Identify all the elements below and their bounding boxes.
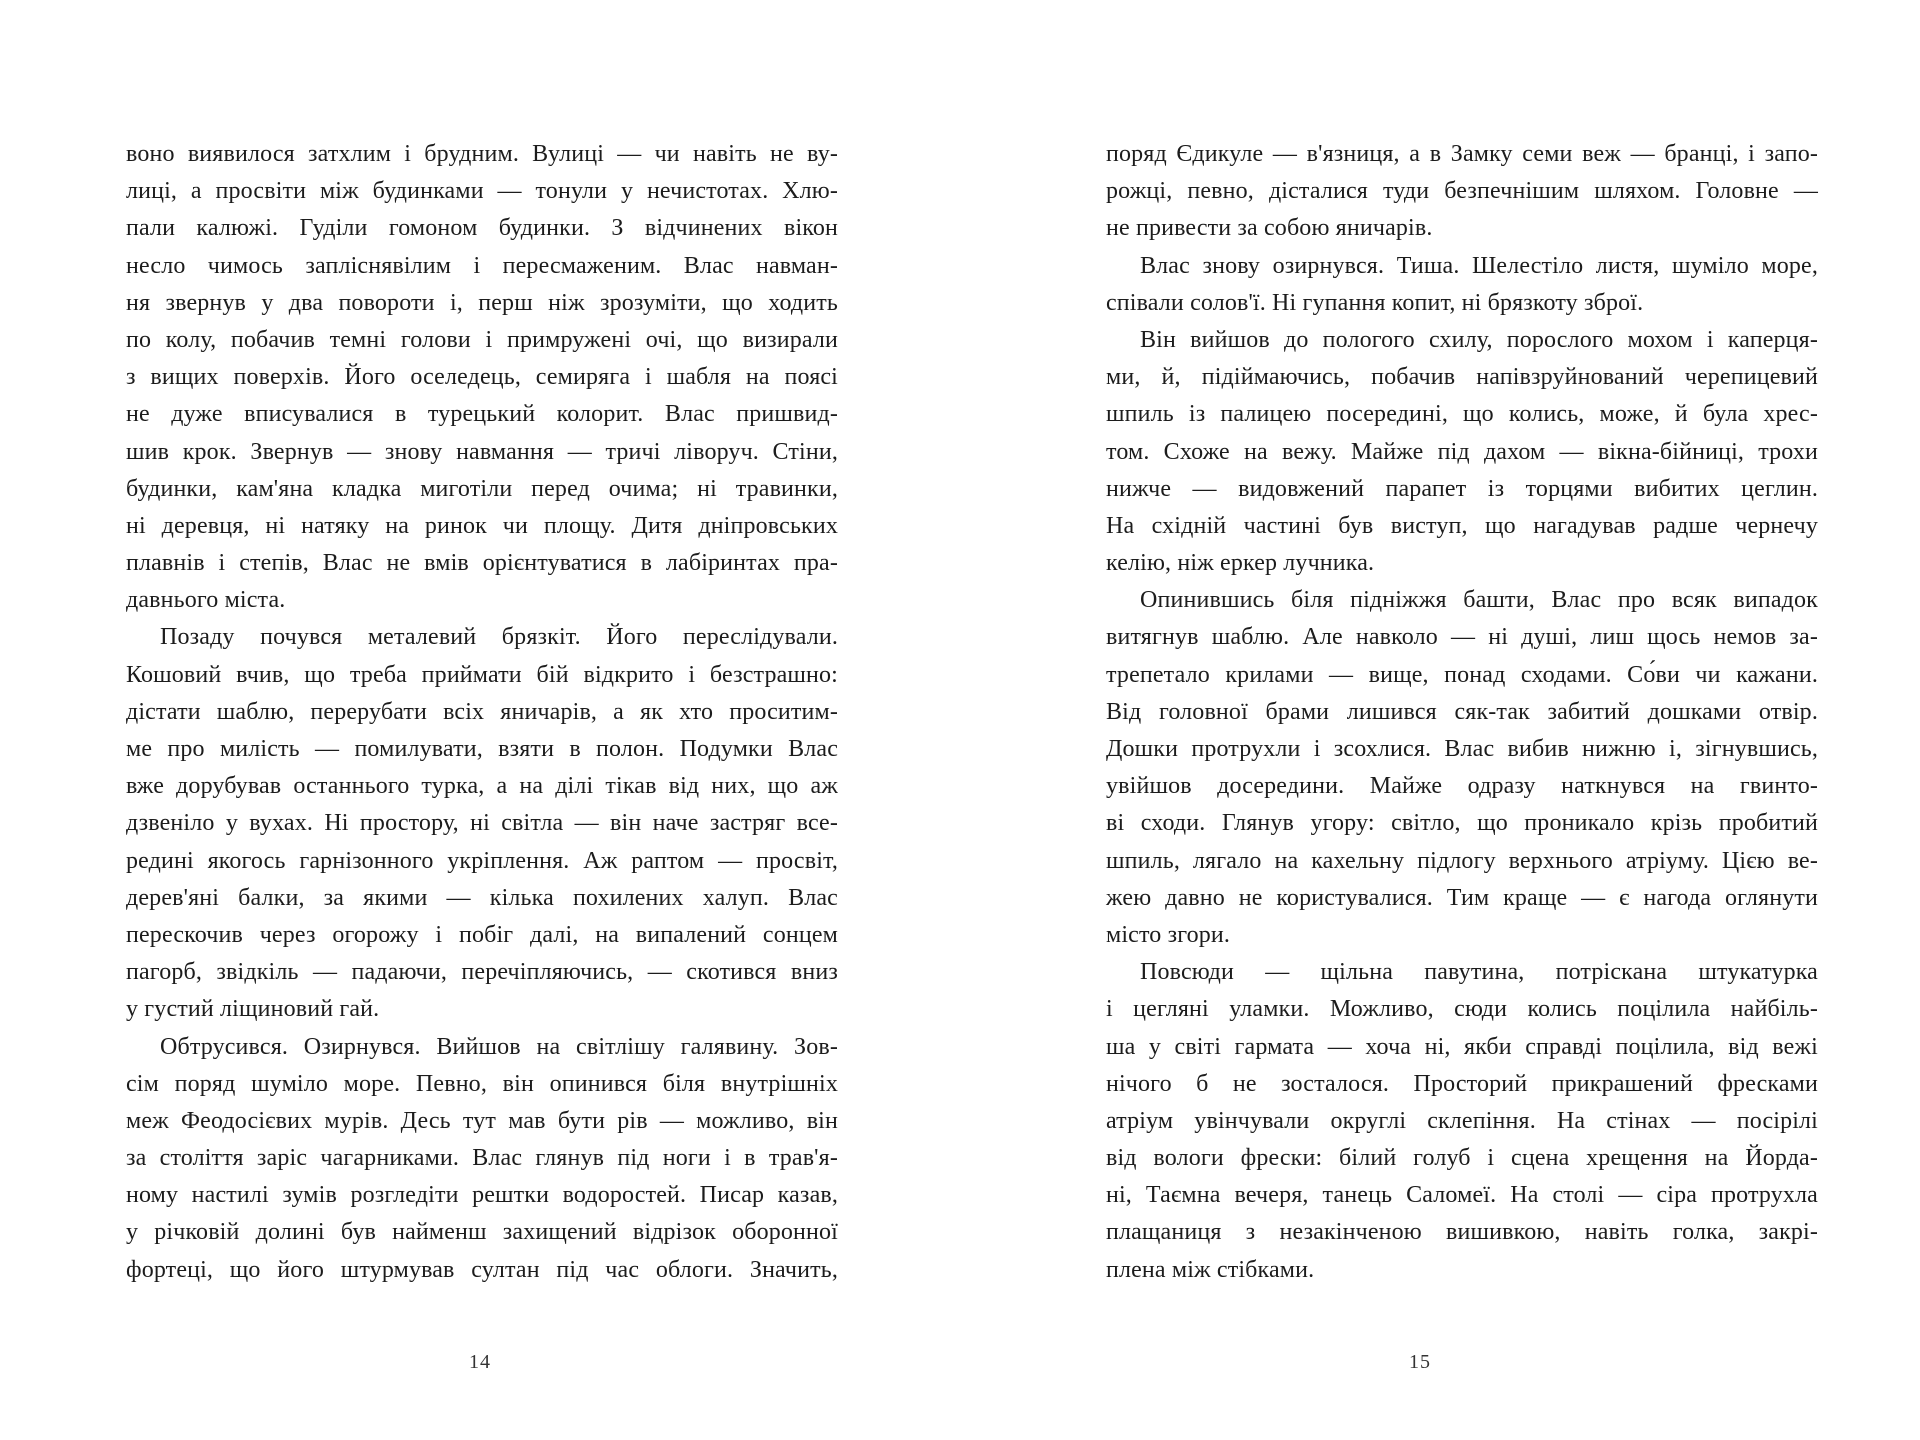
text-line: плавнів і степів, Влас не вмів орієнтуватися в лабіринтах пра- [126,550,838,577]
text-line: у річковій долині був найменш захищений відрізок оборонної [126,1219,838,1246]
text-line: ні деревця, ні натяку на ринок чи площу. Дитя дніпровських [126,512,838,539]
text-line: вже дорубував останнього турка, а на ділі тікав від них, що аж [126,773,838,800]
text-line: меж Феодосієвих мурів. Десь тут мав бути рів — можливо, він [126,1107,838,1134]
text-line: Дошки протрухли і зсохлися. Влас вибив нижню і, зігнувшись, [1106,736,1818,762]
text-line: Опинившись біля підніжжя башти, Влас про всяк випадок [1140,587,1818,614]
text-line: дерев'яні балки, за якими — кілька похилених халуп. Влас [126,884,838,911]
text-line: у густий ліщиновий гай. [126,996,380,1023]
text-line: перескочив через огорожу і побіг далі, на випалений сонцем [126,921,838,948]
right-page [960,0,1920,1440]
text-line: давнього міста. [126,587,286,614]
page-number: 15 [1409,1351,1431,1373]
text-line: ня звернув у два повороти і, перш ніж зрозуміти, що ходить [126,289,838,316]
text-line: витягнув шаблю. Але навколо — ні душі, лиш щось немов за- [1106,624,1818,651]
text-line: ні, Таємна вечеря, танець Саломеї. На столі — сіра протрухла [1106,1182,1818,1209]
text-line: трепетало крилами — вище, понад сходами. Со́ви чи кажани. [1106,661,1818,688]
left-page-text [126,136,838,1289]
text-line: Обтрусився. Озирнувся. Вийшов на світлішу галявину. Зов- [160,1033,838,1060]
text-line: плена між стібками. [1106,1256,1315,1283]
text-line: келію, ніж еркер лучника. [1106,550,1375,577]
text-line: фортеці, що його штурмував султан під час облоги. Значить, [126,1256,838,1283]
text-line: лиці, а просвіти між будинками — тонули у нечистотах. Хлю- [126,178,838,205]
text-line: На східній частині був виступ, що нагадував радше чернечу [1106,512,1818,539]
text-line: сім поряд шуміло море. Певно, він опинився біля внутрішніх [126,1070,838,1097]
text-line: дзвеніло у вухах. Ні простору, ні світла — він наче застряг все- [126,810,838,837]
text-line: Влас знову озирнувся. Тиша. Шелестіло листя, шуміло море, [1140,252,1818,279]
text-line: Повсюди — щільна павутина, потріскана штукатурка [1140,959,1818,986]
text-line: нічого б не зосталося. Просторий прикрашений фресками [1106,1070,1818,1097]
text-line: ному настилі зумів розгледіти рештки водоростей. Писар казав, [126,1182,838,1209]
text-line: і цегляні уламки. Можливо, сюди колись поцілила найбіль- [1106,996,1818,1023]
text-line: увійшов досередини. Майже одразу наткнувся на гвинто- [1106,773,1818,800]
text-line: за століття заріс чагарниками. Влас глянув під ноги і в трав'я- [126,1145,838,1172]
text-line: несло чимось запліснявілим і пересмаженим. Влас навман- [126,252,838,279]
text-line: будинки, кам'яна кладка миготіли перед очима; ні травинки, [126,475,838,502]
text-line: ми, й, підіймаючись, побачив напівзруйнований черепицевий [1106,364,1818,391]
text-line: жею давно не користувалися. Тим краще — є нагода оглянути [1106,884,1818,911]
text-line: співали солов'ї. Ні гупання копит, ні брязкоту зброї. [1106,289,1644,316]
page-number: 14 [469,1351,491,1373]
text-line: шпиль, лягало на кахельну підлогу верхнього атріуму. Цією ве- [1106,847,1818,874]
text-line: том. Схоже на вежу. Майже під дахом — вікна-бійниці, трохи [1106,438,1818,465]
text-line: воно виявилося затхлим і брудним. Вулиці — чи навіть не ву- [126,141,838,167]
text-line: шпиль із палицею посередині, що колись, може, й була хрес- [1106,401,1818,428]
text-line: по колу, побачив темні голови і примружені очі, що визирали [126,326,838,353]
text-line: не привести за собою яничарів. [1106,215,1433,242]
text-line: пали калюжі. Гуділи гомоном будинки. З відчинених вікон [126,215,838,242]
text-line: атріум увінчували округлі склепіння. На стінах — посірілі [1106,1107,1818,1134]
text-line: рожці, певно, дісталися туди безпечнішим шляхом. Головне — [1106,178,1818,205]
text-line: Кошовий вчив, що треба приймати бій відкрито і безстрашно: [126,661,838,688]
text-line: пагорб, звідкіль — падаючи, перечіпляючись, — скотився вниз [126,959,838,986]
text-line: плащаниця з незакінченою вишивкою, навіть голка, закрі- [1106,1219,1818,1246]
text-line: поряд Єдикуле — в'язниця, а в Замку семи веж — бранці, і запо- [1106,141,1818,167]
text-line: Від головної брами лишився сяк-так забитий дошками отвір. [1106,698,1818,725]
text-line: нижче — видовжений парапет із торцями вибитих цеглин. [1106,475,1818,502]
text-line: ме про милість — помилувати, взяти в полон. Подумки Влас [126,736,838,762]
text-line: від вологи фрески: білий голуб і сцена хрещення на Йорда- [1106,1145,1818,1172]
text-line: редині якогось гарнізонного укріплення. Аж раптом — просвіт, [126,847,838,874]
text-line: Він вийшов до пологого схилу, порослого мохом і каперця- [1140,326,1818,353]
text-line: ві сходи. Глянув угору: світло, що проникало крізь пробитий [1106,810,1818,837]
text-line: шив крок. Звернув — знову навмання — тричі ліворуч. Стіни, [126,438,838,465]
text-line: місто згори. [1106,921,1231,948]
text-line: з вищих поверхів. Його оселедець, семиряга і шабля на поясі [126,364,838,391]
text-line: дістати шаблю, перерубати всіх яничарів, а як хто проситим- [126,698,838,725]
text-line: ша у світі гармата — хоча ні, якби справді поцілила, від вежі [1106,1033,1818,1060]
text-line: не дуже вписувалися в турецький колорит. Влас пришвид- [126,401,838,428]
text-line: Позаду почувся металевий брязкіт. Його переслідували. [160,624,838,651]
right-page-text [1106,136,1818,1289]
